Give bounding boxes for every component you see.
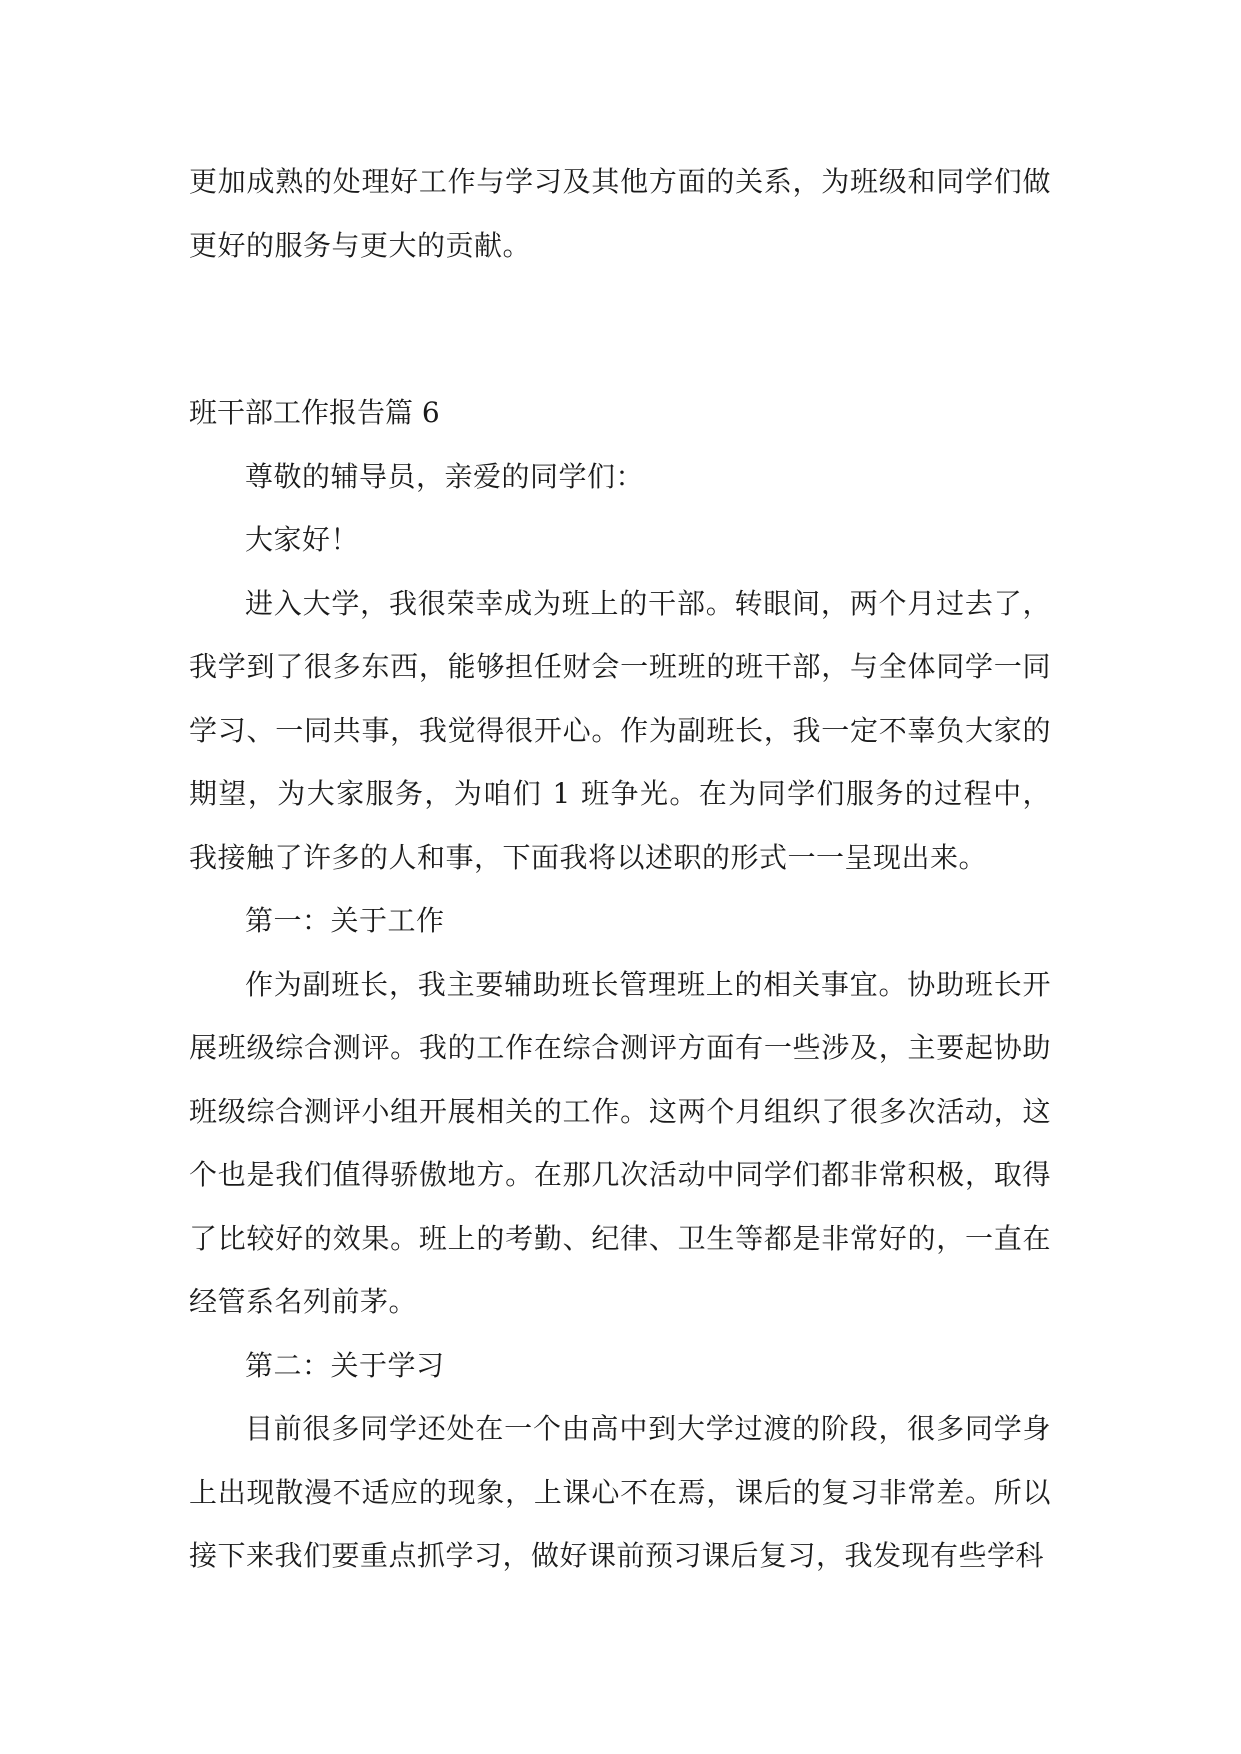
document-page — [189, 150, 1051, 1588]
part1-body: 作为副班长，我主要辅助班长管理班上的相关事宜。协助班长开展班级综合测评。我的工作在综合测评方面有一些涉及，主要起协助班级综合测评小组开展相关的工作。这两个月组织了很多次活动，这个也是我们值得骄傲地方。在那几次活动中同学们都非常积极，取得了比较好的效果。班上的考勤、纪律、卫生等都是非常好的，一直在经管系名列前茅。 — [189, 967, 1051, 1318]
intro-paragraph: 进入大学，我很荣幸成为班上的干部。转眼间，两个月过去了，我学到了很多东西，能够担任财会一班班的班干部，与全体同学一同学习、一同共事，我觉得很开心。作为副班长，我一定不辜负大家的期望，为大家服务，为咱们 1 班争光。在为同学们服务的过程中，我接触了许多的人和事，下面我将以述职的形式一一呈现出来。 — [189, 586, 1051, 874]
part1-heading: 第一：关于工作 — [245, 904, 445, 937]
salutation-paragraph: 尊敬的辅导员，亲爱的同学们： — [245, 459, 645, 493]
greeting-paragraph: 大家好！ — [245, 523, 360, 556]
part2-heading: 第二：关于学习 — [245, 1348, 445, 1382]
section-spacer — [189, 277, 1051, 381]
section-title: 班干部工作报告篇 6 — [189, 396, 440, 429]
part2-body: 目前很多同学还处在一个由高中到大学过渡的阶段，很多同学身上出现散漫不适应的现象，上课心不在焉，课后的复习非常差。所以接下来我们要重点抓学习，做好课前预习课后复习，我发现有些学科 — [189, 1412, 1051, 1572]
continuation-paragraph: 更加成熟的处理好工作与学习及其他方面的关系，为班级和同学们做更好的服务与更大的贡献。 — [189, 165, 1051, 262]
